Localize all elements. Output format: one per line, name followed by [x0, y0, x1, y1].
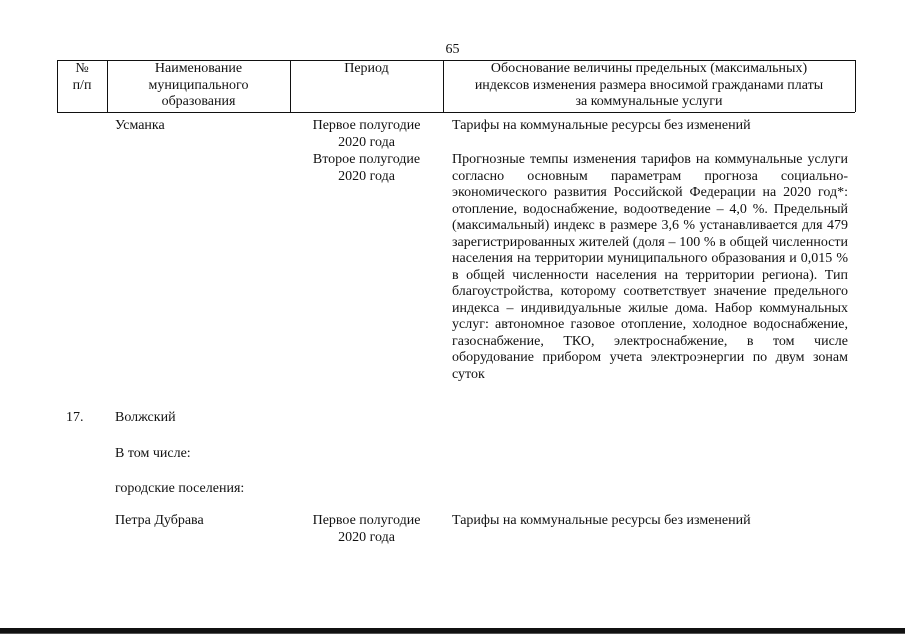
basis-forecast-paragraph: Прогнозные темпы изменения тарифов на коммунальные услуги согласно основным параметрам прогноза социально-экономического развития Российской Федерации на 2020 год*: отопление, водоснабжение, водоотведение – 4,0 %. Предельный (максимальный) индекс в размере 3,6 % устанавливается для 479 зарегистрированных жителей (доля – 100 % в общей численности населения на территории муниципального образования и 0,015 % в общей численности населения на территории региона). Тип благоустройства, которому соответствует значение предельного индекса – индивидуальные жилые дома. Набор коммунальных услуг: автономное газовое отопление, холодное водоснабжение, газоснабжение, ТКО, электроснабжение, в том числе оборудование прибором учета электроэнергии по двум зонам суток	[452, 152, 848, 382]
period-line: 2020 года	[338, 529, 395, 545]
period-line: 2020 года	[338, 134, 395, 150]
header-basis-line: индексов изменения размера вносимой гражданами платы	[474, 77, 824, 93]
urban-settlements-label: городские поселения:	[115, 481, 245, 496]
basis-tariffs-unchanged: Тарифы на коммунальные ресурсы без изменений	[452, 513, 751, 528]
period-line: 2020 года	[338, 168, 395, 184]
municipality-name: Петра Дубрава	[115, 513, 204, 528]
header-name-line: Наименование	[154, 61, 243, 76]
header-number-symbol: №	[75, 61, 89, 76]
period-line: Первое полугодие	[312, 513, 421, 528]
header-name-line: образования	[161, 94, 236, 109]
basis-tariffs-unchanged: Тарифы на коммунальные ресурсы без изменений	[452, 118, 751, 133]
header-number-cell	[57, 61, 107, 94]
header-bottom-rule	[57, 112, 855, 113]
header-name-cell	[107, 61, 290, 111]
period-line: Первое полугодие	[312, 118, 421, 133]
header-number-abbr: п/п	[72, 77, 92, 93]
header-period-cell	[290, 61, 443, 78]
municipality-name: Волжский	[115, 410, 176, 425]
scan-edge-line	[0, 633, 905, 634]
header-divider	[855, 60, 856, 112]
period-line: Второе полугодие	[312, 152, 421, 167]
row-number: 17.	[66, 410, 84, 425]
period-second-half	[295, 152, 438, 185]
header-name-line: муниципального	[148, 77, 249, 93]
header-period-label: Период	[344, 61, 389, 76]
period-first-half	[295, 513, 438, 546]
including-label: В том числе:	[115, 446, 191, 461]
municipality-name: Усманка	[115, 118, 165, 133]
header-basis-cell	[443, 61, 855, 111]
header-basis-line: Обоснование величины предельных (максимальных)	[490, 61, 808, 76]
period-first-half	[295, 118, 438, 151]
header-basis-line: за коммунальные услуги	[575, 94, 723, 109]
page-number: 65	[445, 42, 460, 57]
